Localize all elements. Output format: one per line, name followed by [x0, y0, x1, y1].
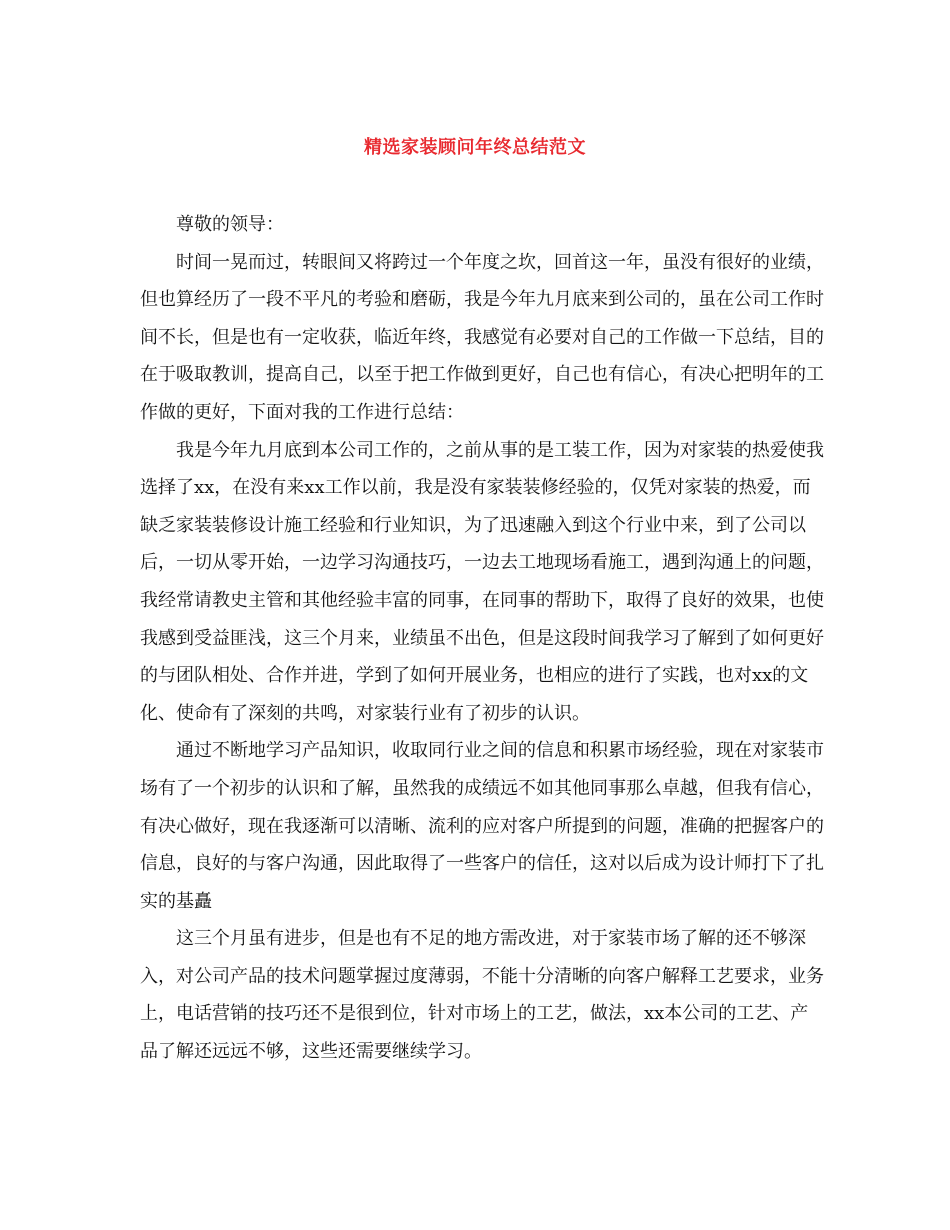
paragraph-intro: 时间一晃而过，转眼间又将跨过一个年度之坎，回首这一年，虽没有很好的业绩，但也算经历了一段不平凡的考验和磨砺，我是今年九月底来到公司的，虽在公司工作时间不长，但是也有一定收获，临近年终，我感觉有必要对自己的工作做一下总结，目的在于吸取教训，提高自己，以至于把工作做到更好，自己也有信心，有决心把明年的工作做的更好，下面对我的工作进行总结： [140, 251, 824, 423]
paragraph-progress: 通过不断地学习产品知识，收取同行业之间的信息和积累市场经验，现在对家装市场有了一个初步的认识和了解，虽然我的成绩远不如其他同事那么卓越，但我有信心，有决心做好，现在我逐渐可以清晰、流利的应对客户所提到的问题，准确的把握客户的信息，良好的与客户沟通，因此取得了一些客户的信任，这对以后成为设计师打下了扎实的基矗 [140, 740, 824, 912]
paragraph-background: 我是今年九月底到本公司工作的，之前从事的是工装工作，因为对家装的热爱使我选择了xx，在没有来xx工作以前，我是没有家装装修经验的，仅凭对家装的热爱，而缺乏家装装修设计施工经验和行业知识，为了迅速融入到这个行业中来，到了公司以后，一切从零开始，一边学习沟通技巧，一边去工地现场看施工，遇到沟通上的问题，我经常请教史主管和其他经验丰富的同事，在同事的帮助下，取得了良好的效果，也使我感到受益匪浅，这三个月来，业绩虽不出色，但是这段时间我学习了解到了如何更好的与团队相处、合作并进，学到了如何开展业务，也相应的进行了实践，也对xx的文化、使命有了深刻的共鸣，对家装行业有了初步的认识。 [140, 439, 824, 724]
paragraph-shortcomings: 这三个月虽有进步，但是也有不足的地方需改进，对于家装市场了解的还不够深入，对公司产品的技术问题掌握过度薄弱，不能十分清晰的向客户解释工艺要求，业务上，电话营销的技巧还不是很到位，针对市场上的工艺，做法，xx本公司的工艺、产品了解还远远不够，这些还需要继续学习。 [140, 928, 824, 1063]
salutation: 尊敬的领导： [176, 214, 284, 235]
document-body [140, 206, 824, 1071]
document-title: 精选家装顾问年终总结范文 [364, 137, 586, 158]
